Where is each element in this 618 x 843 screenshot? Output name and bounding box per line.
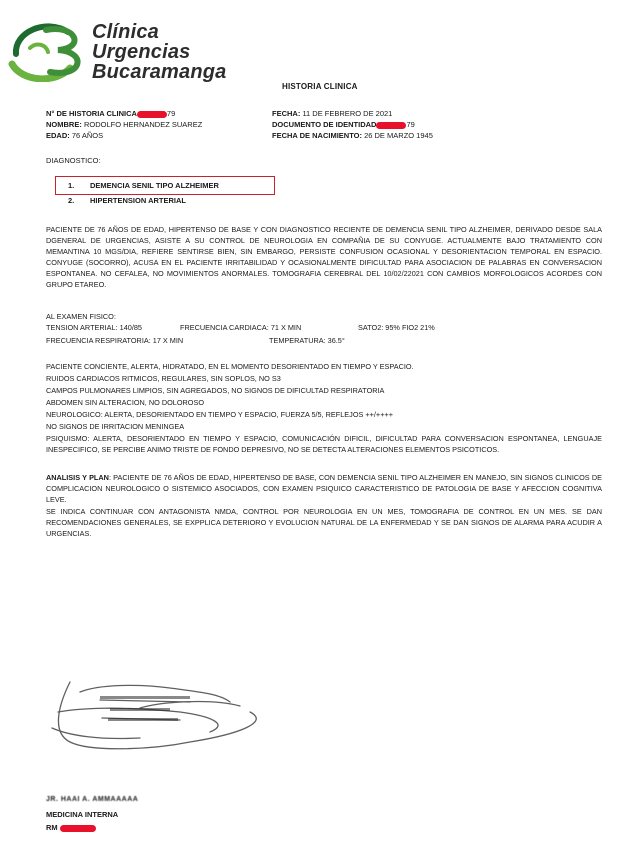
diagnosis-text: DEMENCIA SENIL TIPO ALZHEIMER [90,181,219,190]
fecha-value: 11 DE FEBRERO DE 2021 [302,109,393,118]
header-right [272,108,433,141]
vital-temp: TEMPERATURA: 36.5° [269,336,345,345]
hc-suffix: 79 [166,109,176,118]
diagnosis-item [68,181,219,190]
history-paragraph: PACIENTE DE 76 AÑOS DE EDAD, HIPERTENSO DE BASE Y CON DIAGNOSTICO RECIENTE DE DEMENCIA SENIL TIPO ALZHEIMER, DERIVADO DESDE SALA DGENERAL DE URGENCIAS, ASISTE A SU CONTROL DE NEUROLOGIA EN COMPAÑIA DE SU CONYUGE. ACTUALMENTE BAJO TRATAMIENTO CON MEMANTINA 10 MGS/DIA, REFIERE SENTIRSE BIEN, SIN EMBARGO, PERSISTE CONFUSION OCASIONAL Y DESORIENTACION TEMPORAL EN ESPACIO. CONYUGE (SOCORRO), ACUSA EN EL PACIENTE IRRITABILIDAD Y OCASIONALMENTE DIFICULTAD PARA ASOCIACION DE PALABRAS EN CONVERSACION ESPONTANEA. NO CEFALEA, NO MOVIMIENTOS ANORMALES. TOMOGRAFIA CEREBRAL DEL 10/02/22021 CON CAMBIOS MORFOLOGICOS ACORDES CON GRUPO ETAREO. [46,225,602,289]
diagnosis-item [68,196,186,205]
finding-line: NEUROLOGICO: ALERTA, DESORIENTADO EN TIEMPO Y ESPACIO, FUERZA 5/5, REFLEJOS ++/++++ [46,410,393,419]
diagnosis-text: HIPERTENSION ARTERIAL [90,196,186,205]
diagnosis-num: 1. [68,181,75,190]
signatory-role: MEDICINA INTERNA [46,810,119,819]
vital-fr: FRECUENCIA RESPIRATORIA: 17 X MIN [46,336,184,345]
diagnostico-label: DIAGNOSTICO: [46,156,101,165]
finding-line: PACIENTE CONCIENTE, ALERTA, HIDRATADO, EN EL MOMENTO DESORIENTADO EN TIEMPO Y ESPACIO. [46,362,414,371]
nacimiento-label: FECHA DE NACIMIENTO: [272,131,362,140]
finding-line: CAMPOS PULMONARES LIMPIOS, SIN AGREGADOS, NO SIGNOS DE DIFICULTAD RESPIRATORIA [46,386,385,395]
vital-fc: FRECUENCIA CARDIACA: 71 X MIN [180,323,302,332]
header-left [46,108,202,141]
clinic-name-line3: Bucaramanga [92,61,227,83]
clinic-name [92,22,226,82]
clinic-name-line1: Clínica [92,21,159,43]
nombre-value: RODOLFO HERNANDEZ SUAREZ [83,120,203,129]
finding-line: NO SIGNOS DE IRRITACION MENINGEA [46,422,185,431]
edad-value: 76 AÑOS [71,131,104,140]
handwritten-signature [40,672,280,772]
nacimiento-value: 26 DE MARZO 1945 [364,131,433,140]
doc-suffix: 79 [406,120,415,129]
doc-label: DOCUMENTO DE IDENTIDAD [272,120,377,129]
exam-label: AL EXAMEN FISICO: [46,312,116,321]
plan-paragraph [46,472,602,505]
nombre-label: NOMBRE: [46,120,82,129]
signatory-name: JR. HAAI A. AMMAAAAA [46,796,139,803]
plan-text: : PACIENTE DE 76 AÑOS DE EDAD, HIPERTENSO DE BASE, CON DEMENCIA SENIL TIPO ALZHEIMER EN MANEJO, SIN SIGNOS CLINICOS DE COMPLICACION NEUROLOGICO O SISTEMICO ASOCIADOS, CON EXAMEN PSIQUICO CARACTERISTICO DE PATOLOGIA DE BASE Y AFECCION COGNITIVA LEVE. [46,473,603,504]
plan-label: ANALISIS Y PLAN [46,473,109,482]
redaction-mark [60,825,96,832]
edad-label: EDAD: [46,131,70,140]
diagnosis-num: 2. [68,196,75,205]
plan-paragraph-2: SE INDICA CONTINUAR CON ANTAGONISTA NMDA, CONTROL POR NEUROLOGIA EN UN MES, TOMOGRAFIA DE CONTROL EN UN MES. SE DAN RECOMENDACIONES GENERALES, SE EXPPLICA DETERIORO Y EVOLUCION NATURAL DE LA ENFERMEDAD Y SE DAN SIGNOS DE ALARMA PARA ACUDIR A URGENCIAS. [46,507,602,538]
redaction-mark [137,111,167,118]
signatory-rm [46,823,96,832]
vital-ta: TENSION ARTERIAL: 140/85 [46,323,142,332]
finding-line: RUIDOS CARDIACOS RITMICOS, REGULARES, SIN SOPLOS, NO S3 [46,374,281,383]
rm-label: RM [46,823,58,832]
vital-sato2: SATO2: 95% FIO2 21% [358,323,435,332]
fecha-label: FECHA: [272,109,301,118]
redaction-mark [376,122,406,129]
finding-line: ABDOMEN SIN ALTERACION, NO DOLOROSO [46,398,204,407]
clinic-name-line2: Urgencias [92,41,191,63]
psiquismo-paragraph: PSIQUISMO: ALERTA, DESORIENTADO EN TIEMPO Y ESPACIO, COMUNICACIÓN DIFICIL, DIFICULTAD PARA CONVERSACION ESPONTANEA, LENGUAJE INESPECIFICO, SE PERCIBE ANIMO TRISTE DE FONDO DEPRESIVO, NO SE DETECTA ALTERACIONES ELEMENTOS PSICOTICOS. [46,434,602,454]
document-title: HISTORIA CLINICA [282,82,358,91]
clinic-logo-mark-icon [6,12,90,82]
hc-label: N° DE HISTORIA CLINICA [46,109,137,118]
clinic-logo [6,12,256,82]
